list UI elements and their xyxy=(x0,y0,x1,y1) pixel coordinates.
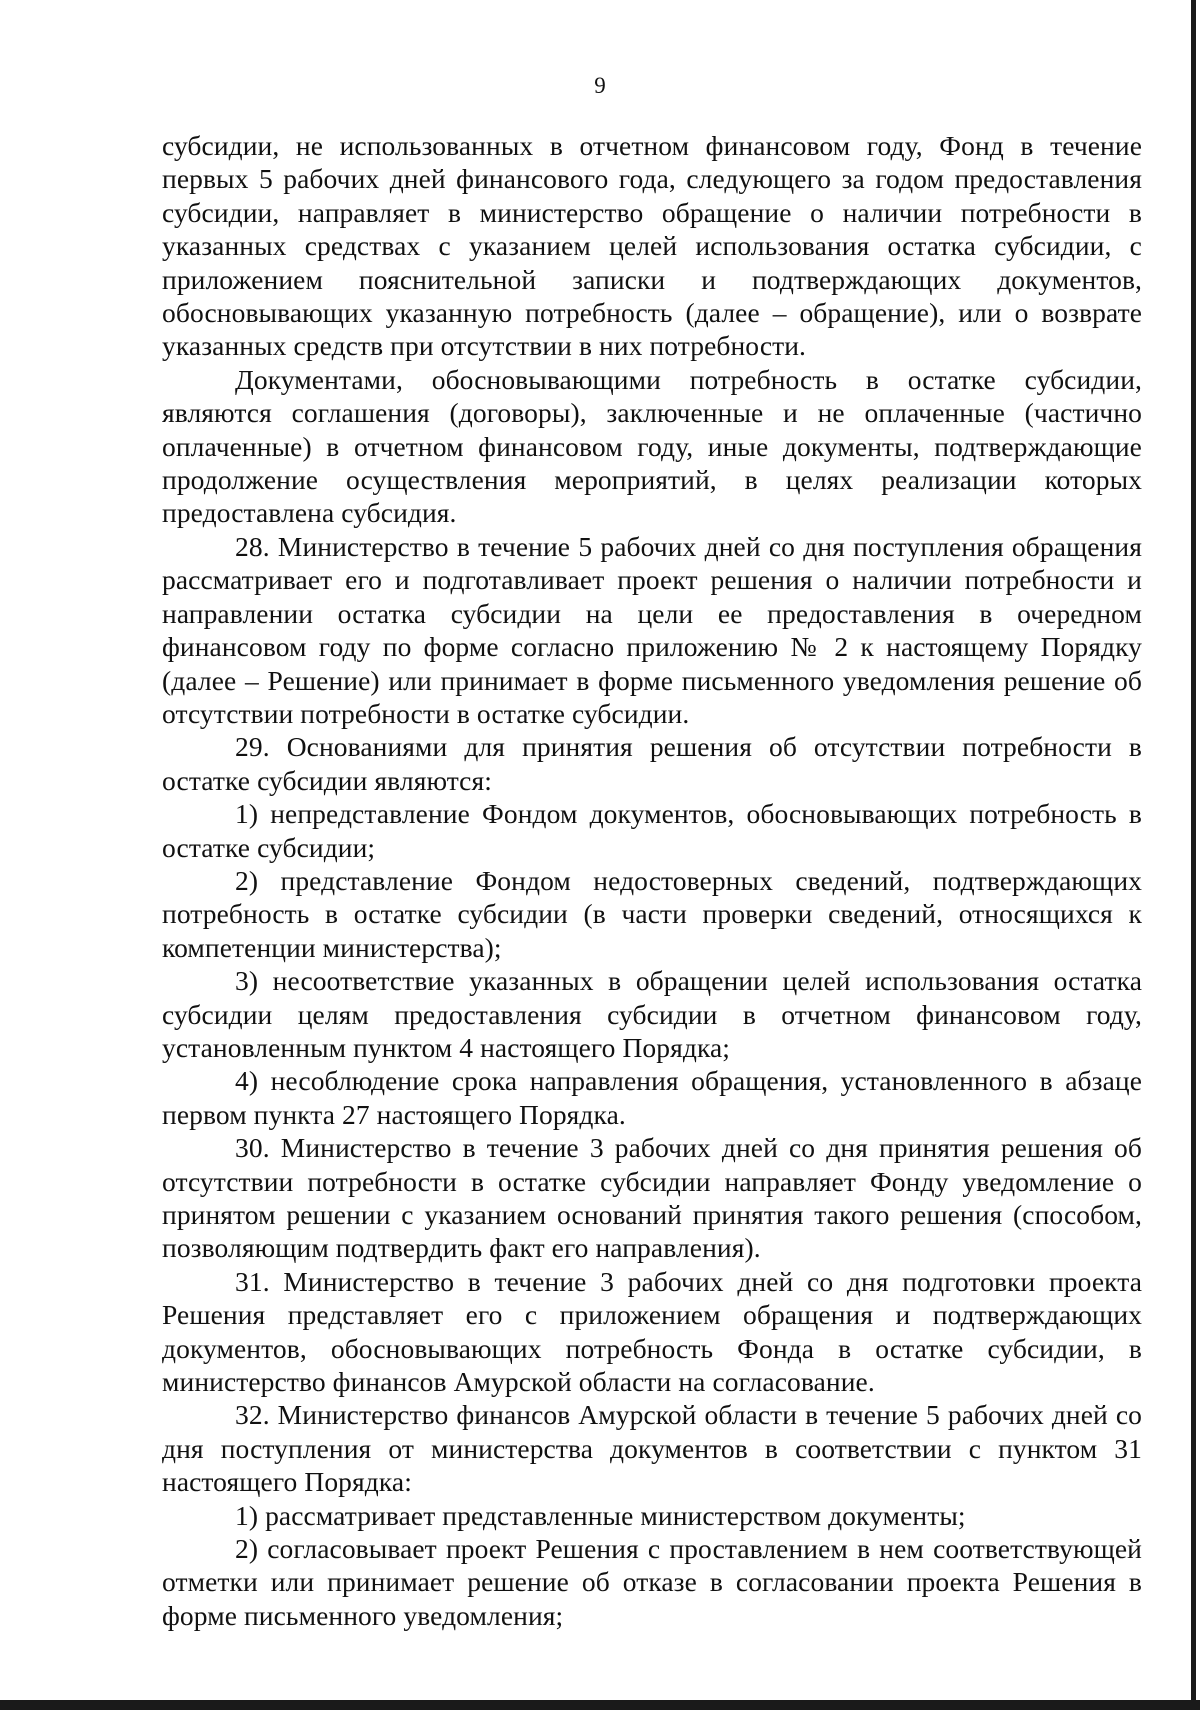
page-number: 9 xyxy=(594,73,606,98)
scan-edge-bottom xyxy=(0,1700,1200,1710)
paragraph-item-29-1: 1) непредставление Фондом документов, обосновывающих потребность в остатке субсидии; xyxy=(162,798,1142,863)
paragraph-item-32-1: 1) рассматривает представленные министерством документы; xyxy=(235,1499,966,1531)
paragraph-item-28: 28. Министерство в течение 5 рабочих дней со дня поступления обращения рассматривает его и подготавливает проект решения о наличии потребности и направлении остатка субсидии на цели ее предоставления в очередном финансовом году по форме согласно приложению № 2 к настоящему Порядку (далее – Решение) или принимает в форме письменного уведомления решение об отсутствии потребности в остатке субсидии. xyxy=(162,530,1142,729)
paragraph-item-30: 30. Министерство в течение 3 рабочих дней со дня принятия решения об отсутствии потребности в остатке субсидии направляет Фонду уведомление о принятом решении с указанием оснований принятия такого решения (способом, позволяющим подтвердить факт его направления). xyxy=(162,1132,1142,1264)
scan-edge-right xyxy=(1191,0,1196,1710)
paragraph-item-31: 31. Министерство в течение 3 рабочих дней со дня подготовки проекта Решения представляет его с приложением обращения и подтверждающих документов, обосновывающих потребность Фонда в остатке субсидии, в министерство финансов Амурской области на согласование. xyxy=(162,1265,1142,1398)
paragraph-continuation: субсидии, не использованных в отчетном финансовом году, Фонд в течение первых 5 рабочих дней финансового года, следующего за годом предоставления субсидии, направляет в министерство обращение о наличии потребности в указанных средствах с указанием целей использования остатка субсидии, с приложением пояснительной записки и подтверждающих документов, обосновывающих указанную потребность (далее – обращение), или о возврате указанных средств при отсутствии в них потребности. xyxy=(162,130,1142,362)
paragraph-item-29-2: 2) представление Фондом недостоверных сведений, подтверждающих потребность в остатке субсидии (в части проверки сведений, относящихся к компетенции министерства); xyxy=(162,864,1142,963)
paragraph-item-32-2: 2) согласовывает проект Решения с проставлением в нем соответствующей отметки или принимает решение об отказе в согласовании проекта Решения в форме письменного уведомления; xyxy=(162,1533,1142,1631)
document-body xyxy=(162,129,1142,1632)
paragraph-item-32: 32. Министерство финансов Амурской области в течение 5 рабочих дней со дня поступления от министерства документов в соответствии с пунктом 31 настоящего Порядка: xyxy=(162,1399,1142,1498)
paragraph-supporting-documents: Документами, обосновывающими потребность в остатке субсидии, являются соглашения (договоры), заключенные и не оплаченные (частично оплаченные) в отчетном финансовом году, иные документы, подтверждающие продолжение осуществления мероприятий, в целях реализации которых предоставлена субсидия. xyxy=(162,363,1142,529)
paragraph-item-29-4: 4) несоблюдение срока направления обращения, установленного в абзаце первом пункта 27 настоящего Порядка. xyxy=(162,1065,1142,1130)
paragraph-item-29-3: 3) несоответствие указанных в обращении целей использования остатка субсидии целям предоставления субсидии в отчетном финансовом году, установленным пунктом 4 настоящего Порядка; xyxy=(162,965,1142,1063)
paragraph-item-29: 29. Основаниями для принятия решения об отсутствии потребности в остатке субсидии являются: xyxy=(162,731,1142,796)
